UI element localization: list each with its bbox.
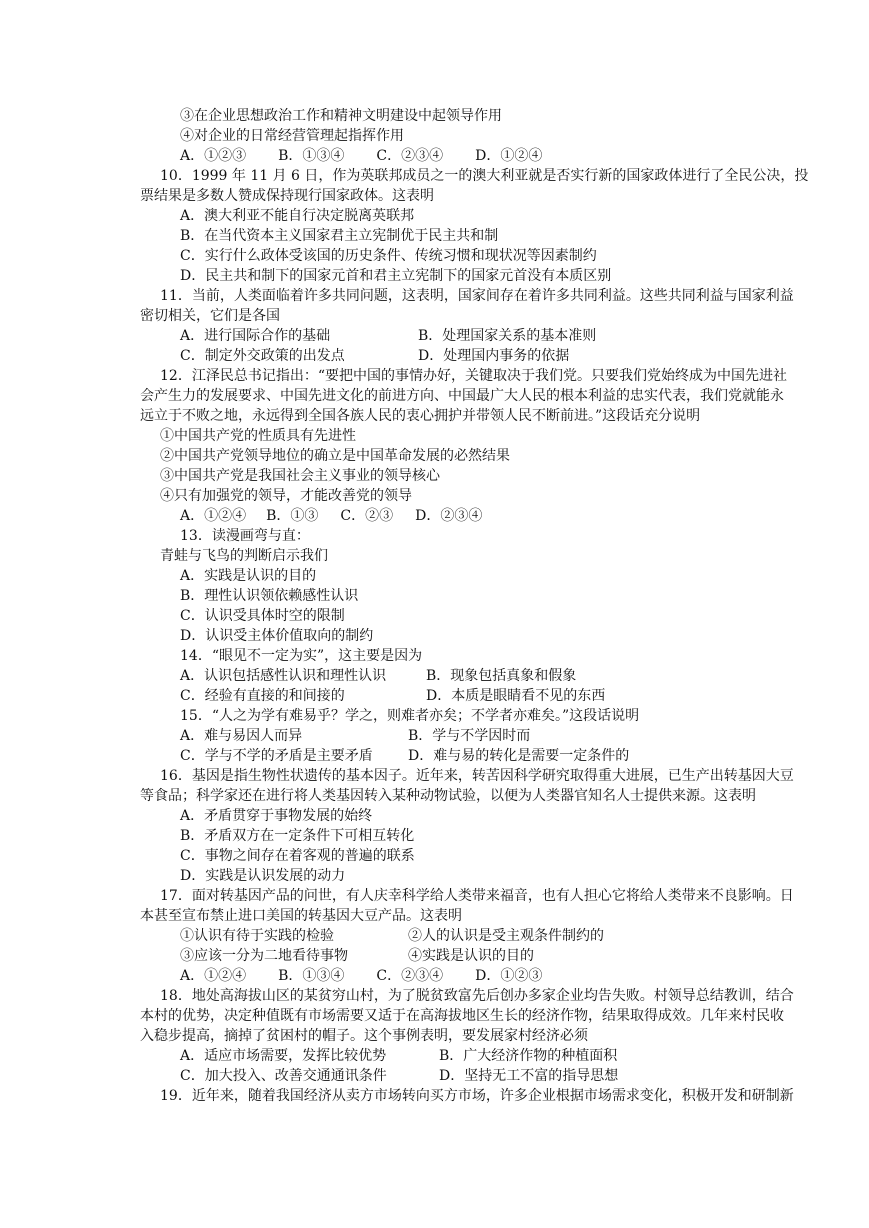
option-a: A．澳大利亚不能自行决定脱离英联邦: [180, 208, 415, 224]
option-c: C．②③④: [376, 148, 444, 164]
option-c: C．学与不学的矛盾是主要矛盾: [180, 748, 373, 764]
statement-2: ②人的认识是受主观条件制约的: [408, 928, 604, 944]
options-row: [140, 346, 822, 366]
options-row: [140, 726, 822, 746]
option-a: A．①②④: [180, 508, 247, 524]
option-b: B．①③④: [278, 148, 345, 164]
question-14-text: 14．“眼见不一定为实”，这主要是因为: [180, 648, 423, 664]
question-17-text: 17．面对转基因产品的问世，有人庆幸科学给人类带来福音，也有人担心它将给人类带来不良影响。日: [160, 888, 794, 904]
option-b: B．在当代资本主义国家君主立宪制优于民主共和制: [180, 228, 499, 244]
question-12-text-cont: 会产生力的发展要求、中国先进文化的前进方向、中国最广大人民的根本利益的忠实代表，我们党就能永: [140, 388, 784, 404]
statement-4: ④只有加强党的领导，才能改善党的领导: [160, 488, 412, 504]
option-b: B．现象包括真象和假象: [426, 668, 577, 684]
option-d: D．认识受主体价值取向的制约: [180, 628, 374, 644]
option-b: B．广大经济作物的种植面积: [439, 1048, 618, 1064]
option-b: B．学与不学因时而: [408, 728, 531, 744]
statement-3: ③应该一分为二地看待事物: [180, 948, 348, 964]
statement-4: ④对企业的日常经营管理起指挥作用: [180, 128, 404, 144]
statement-4: ④实践是认识的目的: [408, 948, 534, 964]
statements-row: [140, 946, 822, 966]
question-12-text-cont: 远立于不败之地，永远得到全国各族人民的衷心拥护并带领人民不断前进。”这段话充分说明: [140, 408, 701, 424]
option-a: A．难与易因人而异: [180, 728, 303, 744]
question-16-text-cont: 等食品；科学家还在进行将人类基因转入某种动物试验，以便为人类器官知名人士提供来源。这表明: [140, 788, 756, 804]
option-c: C．加大投入、改善交通通讯条件: [180, 1068, 387, 1084]
option-b: B．处理国家关系的基本准则: [418, 328, 597, 344]
question-19-text: 19．近年来，随着我国经济从卖方市场转向买方市场，许多企业根据市场需求变化，积极开发和研制新: [160, 1088, 794, 1104]
option-d: D．②③④: [415, 508, 483, 524]
statement-2: ②中国共产党领导地位的确立是中国革命发展的必然结果: [160, 448, 510, 464]
option-d: D．实践是认识发展的动力: [180, 868, 346, 884]
option-d: D．①②④: [475, 148, 543, 164]
option-a: A．认识包括感性认识和理性认识: [180, 668, 387, 684]
option-a: A．①②③: [180, 148, 247, 164]
option-d: D．民主共和制下的国家元首和君主立宪制下的国家元首没有本质区别: [180, 268, 612, 284]
options-row: [140, 666, 822, 686]
option-c: C．认识受具体时空的限制: [180, 608, 345, 624]
question-18-text: 18．地处高海拔山区的某贫穷山村，为了脱贫致富先后创办多家企业均告失败。村领导总结教训，结合: [160, 988, 794, 1004]
statements-row: [140, 926, 822, 946]
question-10-text-cont: 票结果是多数人赞成保持现行国家政体。这表明: [140, 188, 434, 204]
options-row: [140, 686, 822, 706]
options-row: [140, 746, 822, 766]
options-row: [140, 326, 822, 346]
option-b: B．①③: [266, 508, 319, 524]
question-12-text: 12．江泽民总书记指出：“要把中国的事情办好，关键取决于我们党。只要我们党始终成为中国先进社: [160, 368, 787, 384]
question-18-text-cont: 本村的优势，决定种值既有市场需要又适于在高海拔地区生长的经济作物，结果取得成效。几年来村民收: [140, 1008, 784, 1024]
option-c: C．制定外交政策的出发点: [180, 348, 345, 364]
option-d: D．本质是眼睛看不见的东西: [426, 688, 606, 704]
question-15-text: 15．“人之为学有难易乎？学之，则难者亦矣；不学者亦难矣。”这段话说明: [180, 708, 640, 724]
option-d: D．坚持无工不富的指导思想: [439, 1068, 619, 1084]
options-row: [140, 1066, 822, 1086]
question-17-text-cont: 本甚至宣布禁止进口美国的转基因大豆产品。这表明: [140, 908, 462, 924]
options-row: [140, 506, 822, 526]
question-10-text: 10．1999 年 11 月 6 日，作为英联邦成员之一的澳大利亚就是否实行新的国家政体进行了全民公决，投: [160, 168, 809, 184]
statement-1: ①认识有待于实践的检验: [180, 928, 334, 944]
statement-3: ③在企业思想政治工作和精神文明建设中起领导作用: [180, 108, 502, 124]
statement-3: ③中国共产党是我国社会主义事业的领导核心: [160, 468, 440, 484]
statement-1: ①中国共产党的性质具有先进性: [160, 428, 356, 444]
question-11-text-cont: 密切相关，它们是各国: [140, 308, 280, 324]
option-a: A．实践是认识的目的: [180, 568, 317, 584]
option-c: C．②③: [340, 508, 394, 524]
option-b: B．矛盾双方在一定条件下可相互转化: [180, 828, 415, 844]
option-b: B．理性认识领依赖感性认识: [180, 588, 359, 604]
question-16-text: 16．基因是指生物性状遗传的基本因子。近年来，转苦因科学研究取得重大进展，已生产出转基因大豆: [160, 768, 794, 784]
exam-content: [140, 106, 822, 1106]
option-c: C．实行什么政体受该国的历史条件、传统习惯和现状况等因素制约: [180, 248, 597, 264]
option-d: D．①②③: [475, 968, 543, 984]
options-row: [140, 1046, 822, 1066]
option-c: C．②③④: [376, 968, 444, 984]
option-b: B．①③④: [278, 968, 345, 984]
option-a: A．适应市场需要，发挥比较优势: [180, 1048, 387, 1064]
options-row: [140, 966, 822, 986]
option-d: D．处理国内事务的依据: [418, 348, 570, 364]
option-c: C．经验有直接的和间接的: [180, 688, 345, 704]
question-18-text-cont: 入稳步提高，摘掉了贫困村的帽子。这个事例表明，要发展家村经济必须: [140, 1028, 588, 1044]
option-a: A．①②④: [180, 968, 247, 984]
question-13-prompt: 青蛙与飞鸟的判断启示我们: [160, 548, 328, 564]
option-d: D．难与易的转化是需要一定条件的: [408, 748, 630, 764]
options-row: [140, 146, 822, 166]
option-a: A．进行国际合作的基础: [180, 328, 331, 344]
question-13-text: 13．读漫画弯与直：: [180, 528, 310, 544]
option-c: C．事物之间存在着客观的普遍的联系: [180, 848, 415, 864]
option-a: A．矛盾贯穿于事物发展的始终: [180, 808, 373, 824]
question-11-text: 11．当前，人类面临着许多共同问题，这表明，国家间存在着许多共同利益。这些共同利益与国家利益: [160, 288, 794, 304]
